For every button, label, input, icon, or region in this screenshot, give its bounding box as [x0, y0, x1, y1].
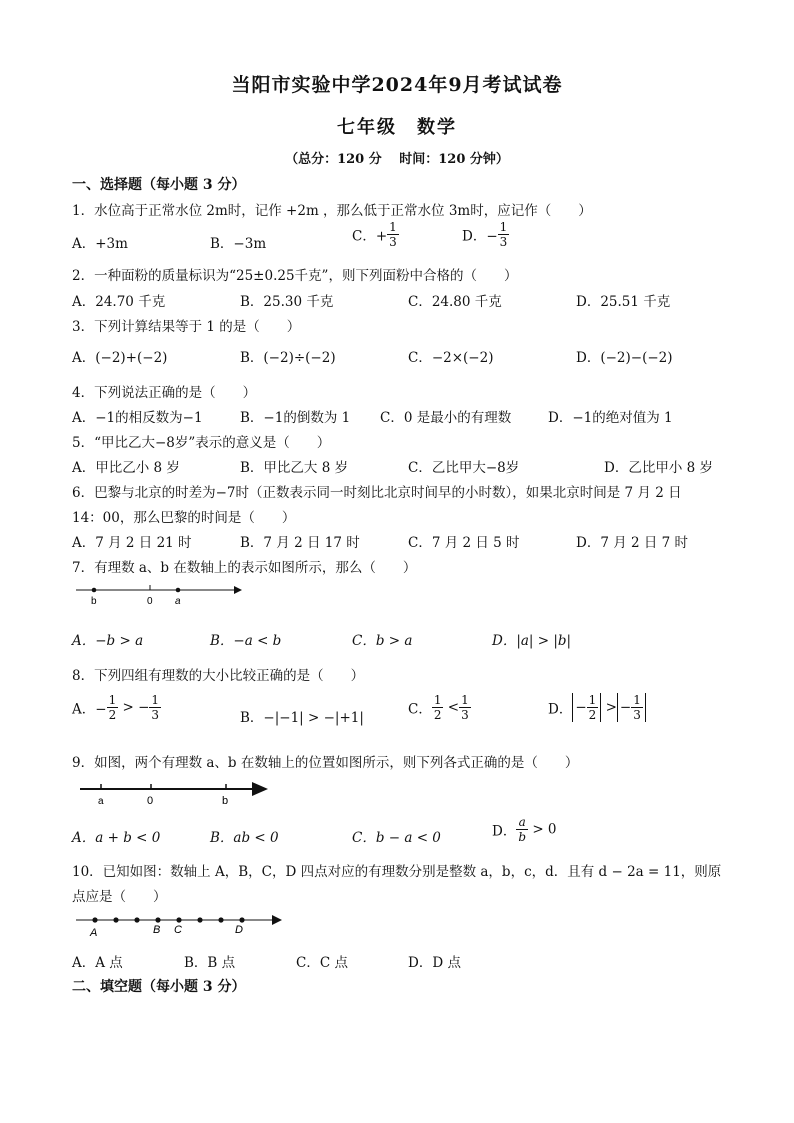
q6-option-c: C．7 月 2 日 5 时: [408, 535, 520, 551]
q10-label-b: B: [153, 924, 161, 936]
q7-option-b: B．−a < b: [210, 633, 282, 649]
q9-stem: 9．如图，两个有理数 a、b 在数轴上的位置如图所示，则下列各式正确的是（ ）: [72, 755, 579, 771]
q10-option-b: B．B 点: [184, 955, 236, 971]
q8-c-num2: 1: [461, 693, 469, 707]
q3-option-a: A．(−2)+(−2): [72, 350, 168, 366]
q1-d-numerator: 1: [499, 220, 508, 234]
q10-stem-line2: 点应是（ ）: [72, 889, 167, 905]
q10-label-a: A: [90, 927, 98, 939]
q6-stem-line2: 14：00，那么巴黎的时间是（ ）: [72, 510, 296, 526]
q7-option-a: A．−b > a: [72, 633, 144, 649]
q5-option-d: D．乙比甲小 8 岁: [604, 460, 713, 476]
q7-option-d: D．|a| > |b|: [492, 633, 572, 649]
q9-label-b: b: [222, 795, 229, 807]
q4-option-d: D．−1的绝对值为 1: [548, 410, 673, 426]
q7-point-a: [176, 588, 181, 593]
q1-d-denominator: 3: [499, 235, 508, 249]
q6-option-b: B．7 月 2 日 17 时: [240, 535, 360, 551]
q7-stem: 7．有理数 a、b 在数轴上的表示如图所示，那么（ ）: [72, 560, 417, 576]
q8-stem: 8．下列四组有理数的大小比较正确的是（ ）: [72, 668, 365, 684]
q10-label-c: C: [174, 924, 182, 936]
q10-stem-line1: 10．已知如图：数轴上 A，B，C，D 四点对应的有理数分别是整数 a，b，c，d．且有 d − 2a = 11，则原: [72, 864, 722, 880]
q7-point-b: [92, 588, 97, 593]
q10-point-7: [218, 917, 223, 922]
q5-option-a: A．甲比乙小 8 岁: [72, 460, 180, 476]
section-fill-heading: 二、填空题（每小题 3 分）: [72, 979, 246, 995]
q2-option-d: D．25.51 千克: [576, 294, 671, 310]
q9-number-line: [78, 778, 274, 808]
q10-option-d: D．D 点: [408, 955, 461, 971]
exam-meta: （总分：120 分 时间：120 分钟）: [285, 152, 509, 167]
q6-stem-line1: 6．巴黎与北京的时差为−7时（正数表示同一时刻比北京时间早的小时数），如果北京时间是 7 月 2 日: [72, 485, 682, 501]
q8-a-prefix: A．−: [72, 701, 107, 718]
q5-option-c: C．乙比甲大−8岁: [408, 460, 520, 476]
q8-option-c: [408, 693, 471, 722]
q10-point-d: [239, 917, 244, 922]
q8-a-den1: 2: [108, 708, 117, 722]
q8-a-den2: 3: [151, 708, 160, 722]
q3-stem: 3．下列计算结果等于 1 的是（ ）: [72, 319, 301, 335]
q9-option-b: B．ab < 0: [210, 830, 279, 846]
q3-option-b: B．(−2)÷(−2): [240, 350, 336, 366]
q8-d-num2: 1: [633, 693, 641, 707]
q7-label-zero: 0: [147, 596, 153, 607]
q8-a-num1: 1: [108, 693, 117, 707]
q7-label-a: a: [175, 596, 181, 607]
q10-point-6: [197, 917, 202, 922]
q8-a-compare: > −: [122, 699, 150, 716]
q8-d-num1: 1: [588, 693, 597, 707]
q8-option-d: D． − $\frac{1}{2}$ > − $\frac{1}{3}$: [548, 693, 646, 722]
q1-option-b: B．−3m: [210, 236, 267, 252]
q6-option-d: D．7 月 2 日 7 时: [576, 535, 689, 551]
section-choice-heading: 一、选择题（每小题 3 分）: [72, 177, 246, 193]
q1-c-numerator: 1: [389, 220, 397, 234]
q9-option-a: A．a + b < 0: [72, 830, 161, 846]
q3-option-d: D．(−2)−(−2): [576, 350, 673, 366]
q10-point-a: [92, 917, 97, 922]
q6-option-a: A．7 月 2 日 21 时: [72, 535, 192, 551]
q8-c-den1: 2: [433, 708, 442, 722]
exam-subtitle: 七年级 数学: [337, 117, 457, 138]
q8-option-a: [72, 693, 161, 722]
q10-point-b: [155, 917, 160, 922]
q9-label-a: a: [98, 796, 104, 807]
q9-d-prefix: D．: [492, 823, 517, 840]
q5-stem: 5．“甲比乙大−8岁”表示的意义是（ ）: [72, 435, 331, 451]
q8-c-den2: 3: [461, 708, 469, 722]
q8-c-prefix: C．: [408, 701, 432, 718]
q10-point-c: [176, 917, 181, 922]
q4-option-a: A．−1的相反数为−1: [72, 410, 203, 426]
exam-title: 当阳市实验中学2024年9月考试试卷: [231, 74, 563, 96]
q8-option-b: B．−|−1| > −|+1|: [240, 710, 364, 726]
q1-stem: 1．水位高于正常水位 2m时，记作 +2m ，那么低于正常水位 3m时，应记作（ ）: [72, 203, 592, 219]
q2-option-c: C．24.80 千克: [408, 294, 502, 310]
q10-number-line: [74, 908, 290, 940]
q10-point-3: [134, 917, 139, 922]
q9-d-numerator: a: [516, 815, 528, 830]
q2-option-a: A．24.70 千克: [72, 294, 166, 310]
q9-d-denominator: b: [518, 830, 527, 844]
q7-label-b: b: [91, 596, 97, 607]
q7-number-line: [72, 580, 252, 608]
q8-a-num2: 1: [151, 693, 160, 707]
q9-option-d: [492, 815, 557, 844]
q8-c-compare: <: [447, 699, 460, 716]
q1-option-c: [352, 220, 399, 249]
q2-stem: 2．一种面粉的质量标识为“25±0.25千克”，则下列面粉中合格的（ ）: [72, 268, 518, 284]
q10-option-c: C．C 点: [296, 955, 348, 971]
q10-point-2: [113, 917, 118, 922]
q4-option-c: C．0 是最小的有理数: [380, 410, 512, 426]
q1-option-d: [462, 220, 509, 249]
q9-d-compare: > 0: [532, 821, 557, 838]
q10-option-a: A．A 点: [72, 955, 123, 971]
q1-c-denominator: 3: [389, 235, 397, 249]
q1-option-c-prefix: C．+: [352, 228, 388, 245]
q10-label-d: D: [235, 924, 243, 936]
q4-option-b: B．−1的倒数为 1: [240, 410, 351, 426]
q4-stem: 4．下列说法正确的是（ ）: [72, 385, 257, 401]
q8-c-num1: 1: [433, 693, 442, 707]
q2-option-b: B．25.30 千克: [240, 294, 334, 310]
q1-option-d-prefix: D．−: [462, 228, 498, 245]
q8-d-den2: 3: [633, 708, 641, 722]
q3-option-c: C．−2×(−2): [408, 350, 494, 366]
q8-d-compare: >: [605, 699, 617, 716]
q7-option-c: C．b > a: [352, 633, 413, 649]
q5-option-b: B．甲比乙大 8 岁: [240, 460, 349, 476]
q1-option-a: A．+3m: [72, 236, 128, 252]
q8-d-prefix: D．: [548, 701, 573, 718]
q8-d-den1: 2: [588, 708, 597, 722]
q9-option-c: C．b − a < 0: [352, 830, 441, 846]
q9-label-zero: 0: [147, 795, 154, 807]
